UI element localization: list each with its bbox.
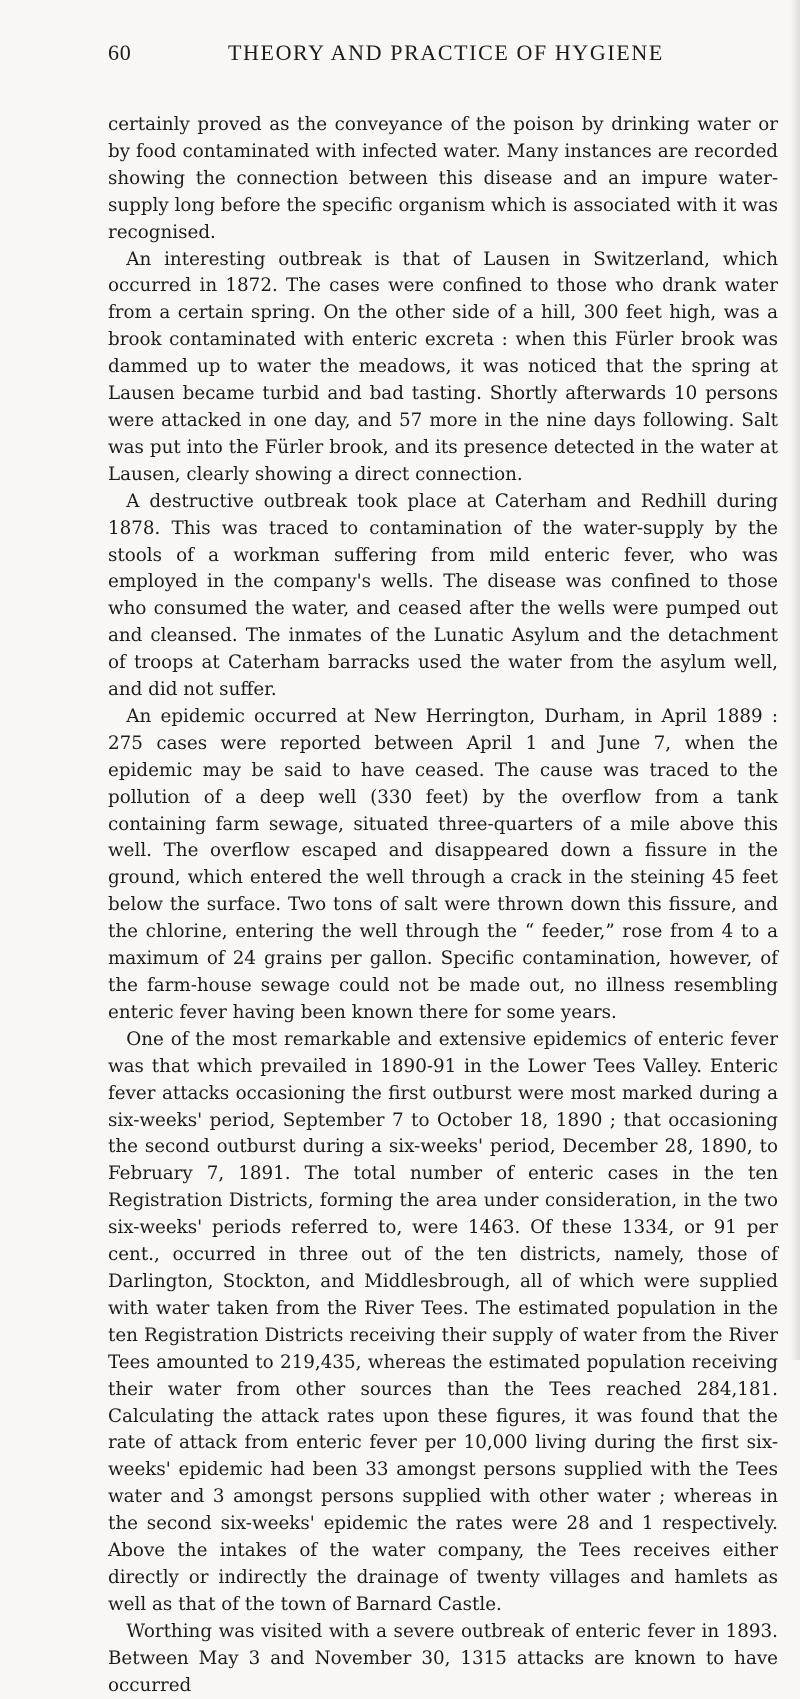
paragraph-worthing: Worthing was visited with a severe outbreak of enteric fever in 1893. Between May 3 and November 30, 1315 attacks are known to have occurred [108,1620,778,1696]
paragraph-new-herrington: An epidemic occurred at New Herrington, Durham, in April 1889 : 275 cases were reported between April 1 and June 7, when the epidemic may be said to have ceased. The cause was traced to the pollution of a deep well (330 feet) by the overflow from a tank containing farm sewage, situated three-quarters of a mile above this well. The overflow escaped and disappeared down a fissure in the ground, which entered the well through a crack in the steining 45 feet below the surface. Two tons of salt were thrown down this fissure, and the chlorine, entering the well through the “ feeder,” rose from 4 to a maximum of 24 grains per gallon. Specific contamination, however, of the farm-house sewage could not be made out, no illness resembling enteric fever having been known there for some years. [108,705,778,1023]
paragraph-lower-tees: One of the most remarkable and extensive epidemics of enteric fever was that which prevailed in 1890-91 in the Lower Tees Valley. Enteric fever attacks occasioning the first outburst were most marked during a six-weeks' period, September 7 to October 18, 1890 ; that occasioning the second outburst during a six-weeks' period, December 28, 1890, to February 7, 1891. The total number of enteric cases in the ten Registration Districts, forming the area under consideration, in the two six-weeks' periods referred to, were 1463. Of these 1334, or 91 per cent., occurred in three out of the ten districts, namely, those of Darlington, Stockton, and Middlesbrough, all of which were supplied with water taken from the River Tees. The estimated population in the ten Registration Districts receiving their supply of water from the River Tees amounted to 219,435, whereas the estimated population receiving their water from other sources than the Tees reached 284,181. Calculating the attack rates upon these figures, it was found that the rate of attack from enteric fever per 10,000 living during the first six-weeks' epidemic had been 33 amongst persons supplied with the Tees water and 3 amongst persons supplied with other water ; whereas in the second six-weeks' epidemic the rates were 28 and 1 respectively. Above the intakes of the water company, the Tees receives either directly or indirectly the drainage of twenty villages and hamlets as well as that of the town of Barnard Castle. [108,1028,778,1615]
paragraph-lausen: An interesting outbreak is that of Lausen in Switzerland, which occurred in 1872. The cases were confined to those who drank water from a certain spring. On the other side of a hill, 300 feet high, was a brook contaminated with enteric excreta : when this Fürler brook was dammed up to water the meadows, it was noticed that the spring at Lausen became turbid and bad tasting. Shortly afterwards 10 persons were attacked in one day, and 57 more in the nine days following. Salt was put into the Fürler brook, and its presence detected in the water at Lausen, clearly showing a direct connection. [108,248,778,485]
body-text [108,112,778,1699]
running-title: THEORY AND PRACTICE OF HYGIENE [228,40,664,65]
paragraph-caterham: A destructive outbreak took place at Caterham and Redhill during 1878. This was traced to contamination of the water-supply by the stools of a workman suffering from mild enteric fever, who was employed in the company's wells. The disease was confined to those who consumed the water, and ceased after the wells were pumped out and cleansed. The inmates of the Lunatic Asylum and the detachment of troops at Caterham barracks used the water from the asylum well, and did not suffer. [108,490,778,701]
running-header [108,40,778,80]
page-number: 60 [108,40,132,65]
page-edge-shadow [790,0,800,1360]
paragraph-continued: certainly proved as the conveyance of the poison by drinking water or by food contaminated with infected water. Many instances are recorded showing the connection between this disease and an impure water-supply long before the specific organism which is associated with it was recognised. [108,114,778,243]
